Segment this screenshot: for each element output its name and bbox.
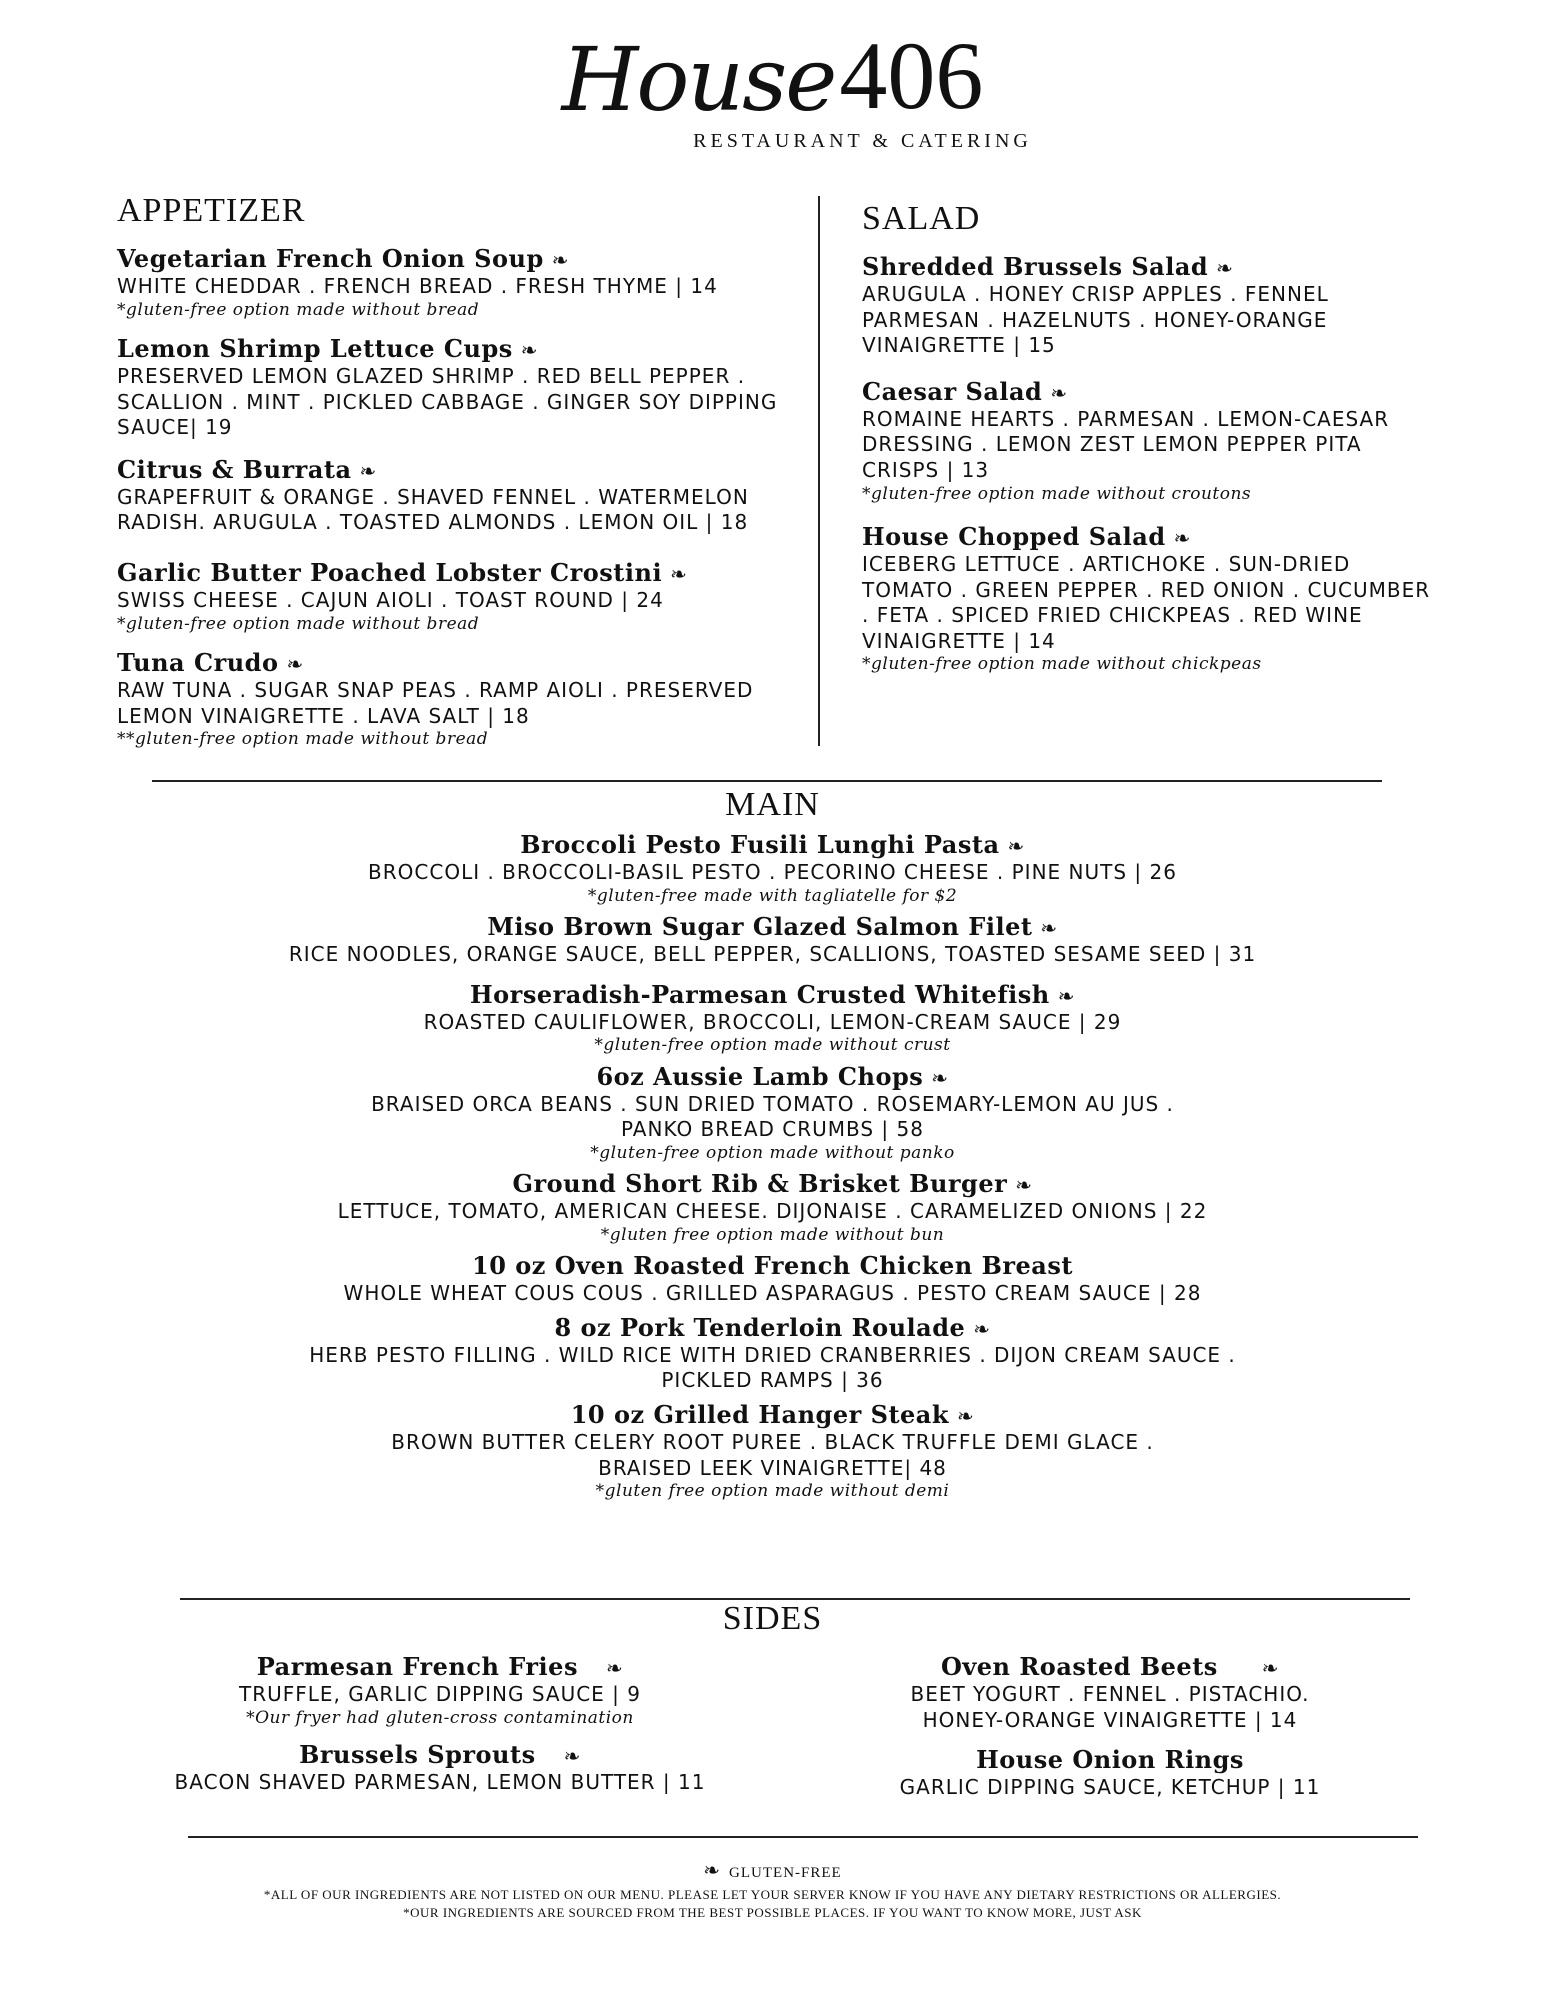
wheat-leaf-icon: ❧ xyxy=(563,1743,581,1768)
item-note: *Our fryer had gluten-cross contamination xyxy=(246,1707,634,1728)
menu-item xyxy=(117,244,797,320)
item-name: Horseradish-Parmesan Crusted Whitefish xyxy=(470,979,1050,1009)
sides-right-column xyxy=(800,1652,1420,1801)
logo-subtitle: RESTAURANT & CATERING xyxy=(693,130,1032,152)
salad-section xyxy=(862,200,1442,675)
item-description: BROWN BUTTER CELERY ROOT PUREE . BLACK TRUFFLE DEMI GLACE . xyxy=(391,1429,1154,1454)
menu-footer xyxy=(0,1858,1545,1921)
item-description-line2: PICKLED RAMPS | 36 xyxy=(661,1368,884,1393)
menu-item xyxy=(100,1652,780,1728)
menu-item xyxy=(862,252,1442,359)
item-description: PRESERVED LEMON GLAZED SHRIMP . RED BELL PEPPER . SCALLION . MINT . PICKLED CABBAGE . GINGER SOY DIPPING SAUCE| 19 xyxy=(117,363,778,440)
item-description-line2: BRAISED LEEK VINAIGRETTE| 48 xyxy=(598,1455,947,1480)
item-name: Oven Roasted Beets xyxy=(940,1652,1218,1681)
wheat-leaf-icon: ❧ xyxy=(1050,380,1068,405)
item-description: HERB PESTO FILLING . WILD RICE WITH DRIED CRANBERRIES . DIJON CREAM SAUCE . xyxy=(309,1342,1236,1367)
menu-item xyxy=(117,334,797,441)
item-description: TRUFFLE, GARLIC DIPPING SAUCE | 9 xyxy=(239,1682,641,1706)
menu-item xyxy=(117,648,797,750)
item-name: 8 oz Pork Tenderloin Roulade xyxy=(554,1312,966,1342)
item-description: BEET YOGURT . FENNEL . PISTACHIO. xyxy=(910,1682,1310,1706)
appetizer-title: APPETIZER xyxy=(117,192,306,229)
wheat-leaf-icon: ❧ xyxy=(1216,256,1234,280)
item-note: *gluten-free option made without croutons xyxy=(862,483,1252,504)
item-note: *gluten-free made with tagliatelle for $2 xyxy=(587,885,958,906)
item-name: Vegetarian French Onion Soup xyxy=(117,244,544,273)
item-description: SWISS CHEESE . CAJUN AIOLI . TOAST ROUND | 24 xyxy=(117,587,664,612)
wheat-leaf-icon: ❧ xyxy=(1173,525,1191,550)
menu-item xyxy=(0,1062,1545,1164)
main-section xyxy=(0,786,1545,1501)
footer-note: *ALL OF OUR INGREDIENTS ARE NOT LISTED ON OUR MENU. PLEASE LET YOUR SERVER KNOW IF YOU HAVE ANY DIETARY RESTRICTIONS OR ALLERGIES. xyxy=(263,1887,1282,1902)
menu-item xyxy=(0,912,1545,968)
item-note: *gluten-free option made without bread xyxy=(117,613,480,634)
item-description: LETTUCE, TOMATO, AMERICAN CHEESE. DIJONAISE . CARAMELIZED ONIONS | 22 xyxy=(337,1199,1208,1224)
sides-header xyxy=(0,1600,1545,1638)
item-name: Citrus & Burrata xyxy=(117,454,352,484)
menu-item xyxy=(117,455,797,536)
main-title: MAIN xyxy=(725,786,820,823)
menu-item xyxy=(0,1169,1545,1245)
item-description: WHOLE WHEAT COUS COUS . GRILLED ASPARAGUS . PESTO CREAM SAUCE | 28 xyxy=(343,1281,1202,1306)
item-description: ARUGULA . HONEY CRISP APPLES . FENNEL PARMESAN . HAZELNUTS . HONEY-ORANGE VINAIGRETTE | 15 xyxy=(862,282,1329,358)
wheat-leaf-icon: ❧ xyxy=(359,458,377,483)
wheat-leaf-icon: ❧ xyxy=(973,1316,991,1341)
item-description: ROASTED CAULIFLOWER, BROCCOLI, LEMON-CREAM SAUCE | 29 xyxy=(423,1009,1122,1034)
wheat-leaf-icon: ❧ xyxy=(670,561,688,586)
item-note: **gluten-free option made without bread xyxy=(117,729,489,750)
wheat-leaf-icon: ❧ xyxy=(1007,834,1025,858)
item-description: BRAISED ORCA BEANS . SUN DRIED TOMATO . ROSEMARY-LEMON AU JUS . xyxy=(371,1091,1174,1116)
item-name: Miso Brown Sugar Glazed Salmon Filet xyxy=(487,911,1033,941)
menu-item xyxy=(0,1313,1545,1394)
gluten-free-legend: GLUTEN-FREE xyxy=(729,1865,842,1881)
wheat-leaf-icon: ❧ xyxy=(1040,915,1058,940)
item-description: RAW TUNA . SUGAR SNAP PEAS . RAMP AIOLI . PRESERVED LEMON VINAIGRETTE . LAVA SALT | 18 xyxy=(117,677,754,728)
item-name: 6oz Aussie Lamb Chops xyxy=(596,1061,924,1091)
item-description: GRAPEFRUIT & ORANGE . SHAVED FENNEL . WATERMELON RADISH. ARUGULA . TOASTED ALMONDS . LEMON OIL | 18 xyxy=(117,484,749,535)
item-description-line2: HONEY-ORANGE VINAIGRETTE | 14 xyxy=(922,1707,1298,1732)
item-name: Broccoli Pesto Fusili Lunghi Pasta xyxy=(520,830,1000,859)
menu-item xyxy=(117,558,797,634)
wheat-leaf-icon: ❧ xyxy=(520,337,539,362)
item-name: Tuna Crudo xyxy=(117,647,279,677)
item-note: *gluten-free option made without bread xyxy=(117,299,480,320)
menu-item xyxy=(800,1652,1420,1733)
wheat-leaf-icon: ❧ xyxy=(1015,1173,1033,1198)
wheat-leaf-icon: ❧ xyxy=(605,1656,624,1680)
item-description: RICE NOODLES, ORANGE SAUCE, BELL PEPPER, SCALLIONS, TOASTED SESAME SEED | 31 xyxy=(288,941,1257,966)
menu-item xyxy=(0,830,1545,906)
item-name: 10 oz Grilled Hanger Steak xyxy=(570,1399,949,1429)
item-name: Garlic Butter Poached Lobster Crostini xyxy=(117,557,663,587)
item-name: House Chopped Salad xyxy=(862,521,1166,551)
item-name: Shredded Brussels Salad xyxy=(862,252,1209,281)
wheat-leaf-icon: ❧ xyxy=(286,651,304,676)
item-description: ICEBERG LETTUCE . ARTICHOKE . SUN-DRIED TOMATO . GREEN PEPPER . RED ONION . CUCUMBER . FETA . SPICED FRIED CHICKPEAS . RED WINE VINAIGRETTE | 14 xyxy=(862,551,1431,653)
item-description: ROMAINE HEARTS . PARMESAN . LEMON-CAESAR DRESSING . LEMON ZEST LEMON PEPPER PITA CRISPS | 13 xyxy=(862,406,1390,482)
item-name: Ground Short Rib & Brisket Burger xyxy=(512,1169,1008,1199)
wheat-leaf-icon: ❧ xyxy=(703,1860,722,1882)
logo-script-text: House xyxy=(561,28,836,131)
menu-item xyxy=(862,377,1442,504)
item-name: Caesar Salad xyxy=(862,376,1043,406)
menu-item xyxy=(100,1740,780,1796)
item-name: Lemon Shrimp Lettuce Cups xyxy=(117,333,513,363)
footer-note: *OUR INGREDIENTS ARE SOURCED FROM THE BEST POSSIBLE PLACES. IF YOU WANT TO KNOW MORE, JUST ASK xyxy=(403,1905,1142,1920)
item-name: House Onion Rings xyxy=(976,1745,1244,1775)
menu-item xyxy=(0,1251,1545,1307)
menu-item xyxy=(0,1400,1545,1502)
wheat-leaf-icon: ❧ xyxy=(1057,983,1075,1008)
wheat-leaf-icon: ❧ xyxy=(956,1403,975,1428)
item-note: *gluten free option made without bun xyxy=(600,1224,945,1245)
item-name: 10 oz Oven Roasted French Chicken Breast xyxy=(472,1251,1073,1281)
wheat-leaf-icon: ❧ xyxy=(1261,1656,1280,1680)
section-divider xyxy=(152,780,1382,782)
salad-title: SALAD xyxy=(862,200,981,237)
section-divider xyxy=(188,1836,1418,1838)
item-note: *gluten-free option made without crust xyxy=(594,1035,951,1056)
wheat-leaf-icon: ❧ xyxy=(931,1065,949,1090)
menu-item xyxy=(0,980,1545,1056)
item-description-line2: PANKO BREAD CRUMBS | 58 xyxy=(621,1117,924,1142)
item-description: WHITE CHEDDAR . FRENCH BREAD . FRESH THYME | 14 xyxy=(117,274,718,298)
item-note: *gluten free option made without demi xyxy=(595,1481,950,1502)
wheat-leaf-icon: ❧ xyxy=(551,248,570,272)
item-description: GARLIC DIPPING SAUCE, KETCHUP | 11 xyxy=(899,1775,1321,1800)
item-description: BROCCOLI . BROCCOLI-BASIL PESTO . PECORINO CHEESE . PINE NUTS | 26 xyxy=(368,860,1177,884)
menu-item xyxy=(800,1745,1420,1801)
item-note: *gluten-free option made without chickpeas xyxy=(862,654,1262,675)
logo-number: 406 xyxy=(839,22,984,129)
appetizer-section xyxy=(117,192,797,750)
sides-title: SIDES xyxy=(722,1600,823,1637)
item-note: *gluten-free option made without panko xyxy=(590,1142,955,1163)
restaurant-logo xyxy=(0,22,1545,153)
column-divider xyxy=(818,196,820,746)
item-name: Parmesan French Fries xyxy=(256,1652,578,1681)
sides-left-column xyxy=(100,1652,780,1796)
item-description: BACON SHAVED PARMESAN, LEMON BUTTER | 11 xyxy=(174,1769,706,1794)
menu-item xyxy=(862,522,1442,675)
item-name: Brussels Sprouts xyxy=(299,1739,536,1769)
